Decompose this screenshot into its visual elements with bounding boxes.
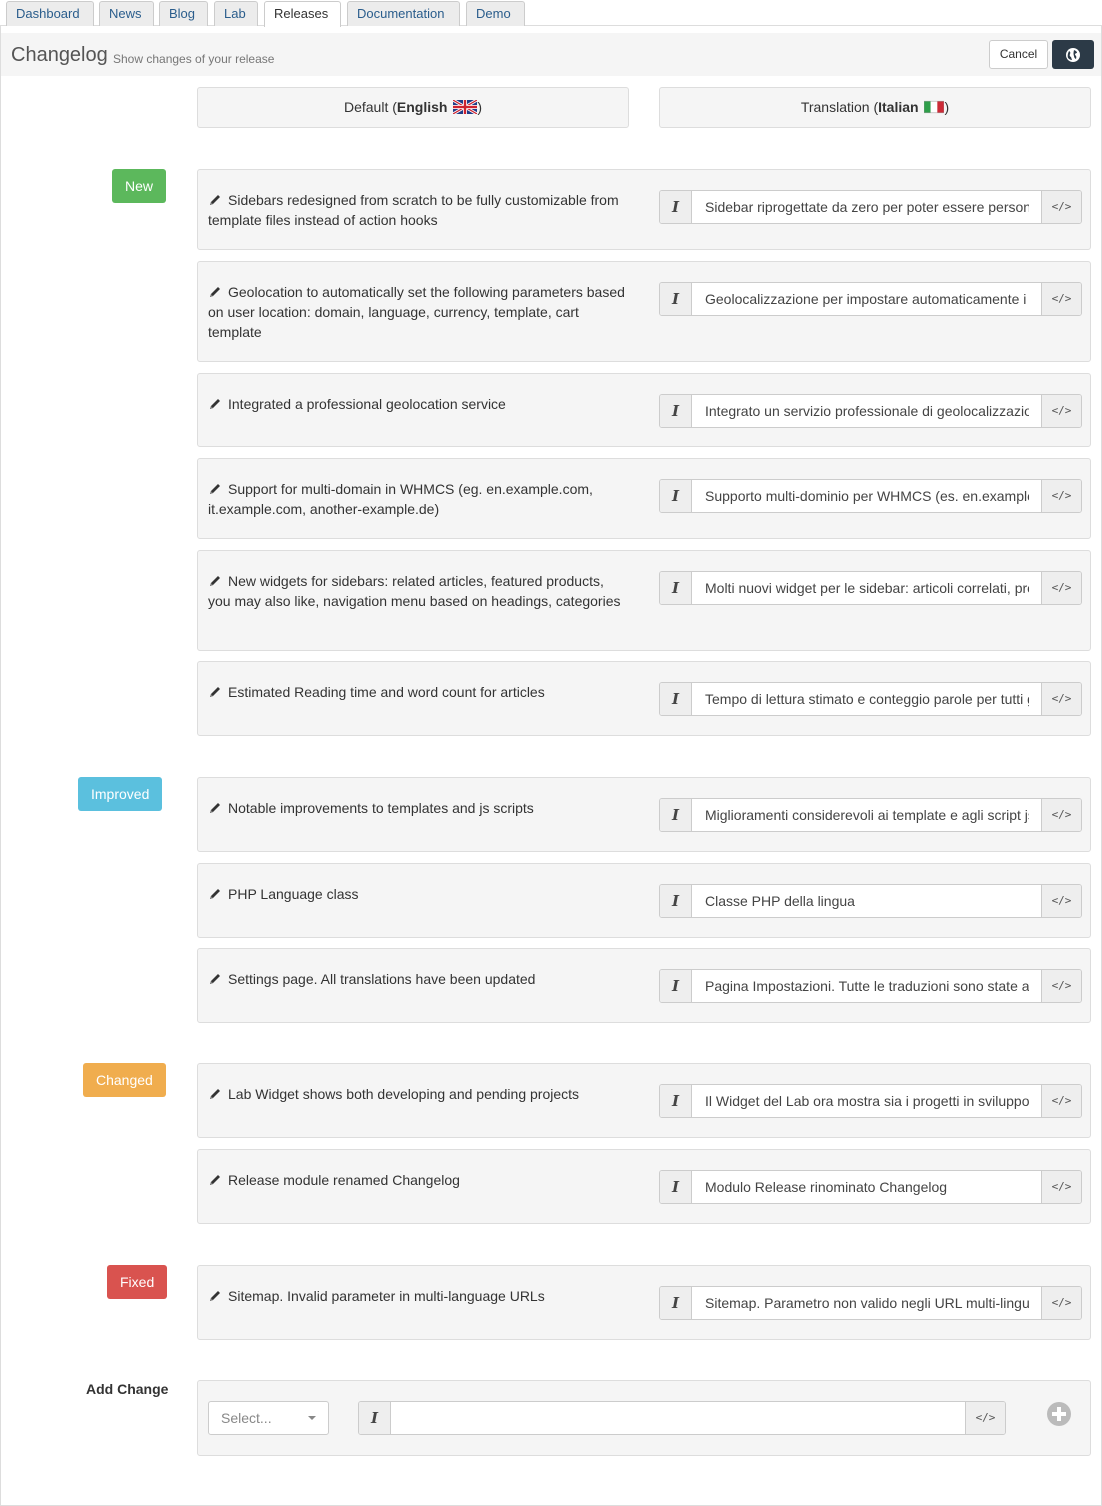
- translation-input-group: [659, 282, 1082, 316]
- code-icon[interactable]: </>: [1041, 572, 1081, 604]
- translation-input[interactable]: [693, 1085, 1041, 1117]
- tab-news[interactable]: News: [99, 1, 154, 26]
- italic-icon[interactable]: I: [660, 1085, 692, 1117]
- original-text-label: Sidebars redesigned from scratch to be fully customizable from template files instead of action hooks: [208, 192, 619, 228]
- pencil-icon: [208, 397, 222, 411]
- translation-input-group: [659, 394, 1082, 428]
- original-text-label: Settings page. All translations have been updated: [228, 971, 536, 987]
- pencil-icon: [208, 193, 222, 207]
- change-row: [197, 550, 1091, 651]
- translation-language-header: [659, 87, 1091, 128]
- original-text-label: Support for multi-domain in WHMCS (eg. en.example.com, it.example.com, another-example.de): [208, 481, 593, 517]
- italic-icon[interactable]: I: [660, 683, 692, 715]
- translation-input-group: [659, 884, 1082, 918]
- original-text-label: Integrated a professional geolocation service: [228, 396, 506, 412]
- original-text: [208, 571, 630, 611]
- original-text: [208, 479, 630, 519]
- pencil-icon: [208, 1289, 222, 1303]
- original-text: [208, 884, 630, 904]
- change-row: [197, 948, 1091, 1023]
- italic-icon[interactable]: I: [660, 1171, 692, 1203]
- globe-icon: [1065, 47, 1081, 63]
- original-text-label: New widgets for sidebars: related articles, featured products, you may also like, navigation menu based on headings, categories: [208, 573, 621, 609]
- change-row: [197, 777, 1091, 852]
- pencil-icon: [208, 574, 222, 588]
- original-text: [208, 190, 630, 230]
- translation-input-group: [659, 190, 1082, 224]
- original-text-label: PHP Language class: [228, 886, 359, 902]
- translation-prefix: Translation (: [800, 99, 879, 115]
- italic-icon[interactable]: I: [660, 283, 692, 315]
- original-text-label: Release module renamed Changelog: [228, 1172, 460, 1188]
- default-suffix: ): [477, 99, 483, 115]
- translation-language: Italian: [878, 99, 919, 115]
- default-prefix: Default (: [343, 99, 397, 115]
- translation-input-group: [659, 1084, 1082, 1118]
- translation-input[interactable]: [693, 970, 1041, 1002]
- default-language: English: [396, 99, 448, 115]
- change-row: [197, 1265, 1091, 1340]
- translation-input[interactable]: [693, 1171, 1041, 1203]
- change-row: [197, 863, 1091, 938]
- original-text: [208, 1170, 630, 1190]
- code-icon[interactable]: </>: [1041, 1171, 1081, 1203]
- change-row: [197, 458, 1091, 539]
- translation-input[interactable]: [693, 395, 1041, 427]
- original-text-label: Geolocation to automatically set the following parameters based on user location: domain, language, currency, template, cart template: [208, 284, 625, 340]
- translation-input[interactable]: [693, 1287, 1041, 1319]
- change-type-select[interactable]: [208, 1401, 329, 1435]
- translation-input-group: [659, 1170, 1082, 1204]
- change-row: [197, 1149, 1091, 1224]
- pencil-icon: [208, 801, 222, 815]
- pencil-icon: [208, 285, 222, 299]
- italic-icon[interactable]: I: [660, 885, 692, 917]
- italic-icon[interactable]: I: [660, 572, 692, 604]
- code-icon[interactable]: </>: [1041, 395, 1081, 427]
- translation-input-group: [659, 798, 1082, 832]
- pencil-icon: [208, 685, 222, 699]
- code-icon[interactable]: </>: [1041, 283, 1081, 315]
- italic-icon[interactable]: I: [660, 191, 692, 223]
- pencil-icon: [208, 972, 222, 986]
- top-nav-tabs: [0, 0, 1102, 26]
- badge-improved: Improved: [78, 777, 162, 811]
- code-icon[interactable]: </>: [965, 1402, 1005, 1434]
- code-icon[interactable]: </>: [1041, 885, 1081, 917]
- italic-icon[interactable]: I: [660, 1287, 692, 1319]
- page-subtitle: Show changes of your release: [113, 52, 275, 66]
- original-text: [208, 798, 630, 818]
- select-placeholder: Select...: [221, 1410, 272, 1426]
- new-change-input[interactable]: [392, 1402, 965, 1434]
- change-row: [197, 261, 1091, 362]
- translation-input-group: [659, 969, 1082, 1003]
- original-text: [208, 1286, 630, 1306]
- italic-icon[interactable]: I: [660, 970, 692, 1002]
- italic-icon[interactable]: I: [660, 799, 692, 831]
- page-header: [1, 33, 1101, 76]
- original-text: [208, 394, 630, 414]
- caret-down-icon: [308, 1416, 316, 1420]
- tab-blog[interactable]: Blog: [159, 1, 208, 26]
- code-icon[interactable]: </>: [1041, 1085, 1081, 1117]
- translation-suffix: ): [944, 99, 950, 115]
- translation-input[interactable]: [693, 572, 1041, 604]
- tab-documentation[interactable]: Documentation: [347, 1, 460, 26]
- italic-icon[interactable]: I: [660, 480, 692, 512]
- page-title: Changelog: [11, 44, 108, 66]
- code-icon[interactable]: </>: [1041, 799, 1081, 831]
- add-change-row: [197, 1380, 1091, 1456]
- pencil-icon: [208, 887, 222, 901]
- cancel-button[interactable]: Cancel: [989, 40, 1048, 69]
- tab-dashboard[interactable]: Dashboard: [6, 1, 94, 26]
- tab-demo[interactable]: Demo: [466, 1, 525, 26]
- change-row: [197, 661, 1091, 736]
- code-icon[interactable]: </>: [1041, 683, 1081, 715]
- badge-fixed: Fixed: [107, 1265, 167, 1299]
- pencil-icon: [208, 1173, 222, 1187]
- tab-lab[interactable]: Lab: [214, 1, 258, 26]
- original-text: [208, 682, 630, 702]
- code-icon[interactable]: </>: [1041, 1287, 1081, 1319]
- translation-input-group: [659, 1286, 1082, 1320]
- pencil-icon: [208, 1087, 222, 1101]
- plus-circle-icon[interactable]: [1047, 1402, 1071, 1426]
- language-button[interactable]: [1052, 40, 1094, 69]
- pencil-icon: [208, 482, 222, 496]
- translation-input[interactable]: [693, 799, 1041, 831]
- tab-releases[interactable]: Releases: [264, 1, 341, 27]
- original-text-label: Lab Widget shows both developing and pending projects: [228, 1086, 580, 1102]
- original-text-label: Estimated Reading time and word count for articles: [228, 684, 545, 700]
- original-text-label: Sitemap. Invalid parameter in multi-language URLs: [228, 1288, 545, 1304]
- translation-input[interactable]: [693, 683, 1041, 715]
- uk-flag-icon: [453, 100, 477, 114]
- original-text: [208, 282, 630, 342]
- default-language-header: [197, 87, 629, 128]
- change-row: [197, 1063, 1091, 1138]
- translation-input-group: [659, 571, 1082, 605]
- translation-input[interactable]: [693, 885, 1041, 917]
- italic-icon[interactable]: I: [359, 1402, 391, 1434]
- new-change-input-group: [358, 1401, 1006, 1435]
- translation-input-group: [659, 479, 1082, 513]
- code-icon[interactable]: </>: [1041, 191, 1081, 223]
- change-row: [197, 373, 1091, 447]
- translation-input[interactable]: [693, 283, 1041, 315]
- change-row: [197, 169, 1091, 250]
- badge-changed: Changed: [83, 1063, 166, 1097]
- translation-input[interactable]: [693, 191, 1041, 223]
- add-change-label: Add Change: [86, 1381, 169, 1397]
- original-text: [208, 1084, 630, 1104]
- italic-icon[interactable]: I: [660, 395, 692, 427]
- code-icon[interactable]: </>: [1041, 970, 1081, 1002]
- badge-new: New: [112, 169, 166, 203]
- code-icon[interactable]: </>: [1041, 480, 1081, 512]
- italy-flag-icon: [924, 100, 944, 114]
- original-text: [208, 969, 630, 989]
- original-text-label: Notable improvements to templates and js scripts: [228, 800, 534, 816]
- translation-input-group: [659, 682, 1082, 716]
- translation-input[interactable]: [693, 480, 1041, 512]
